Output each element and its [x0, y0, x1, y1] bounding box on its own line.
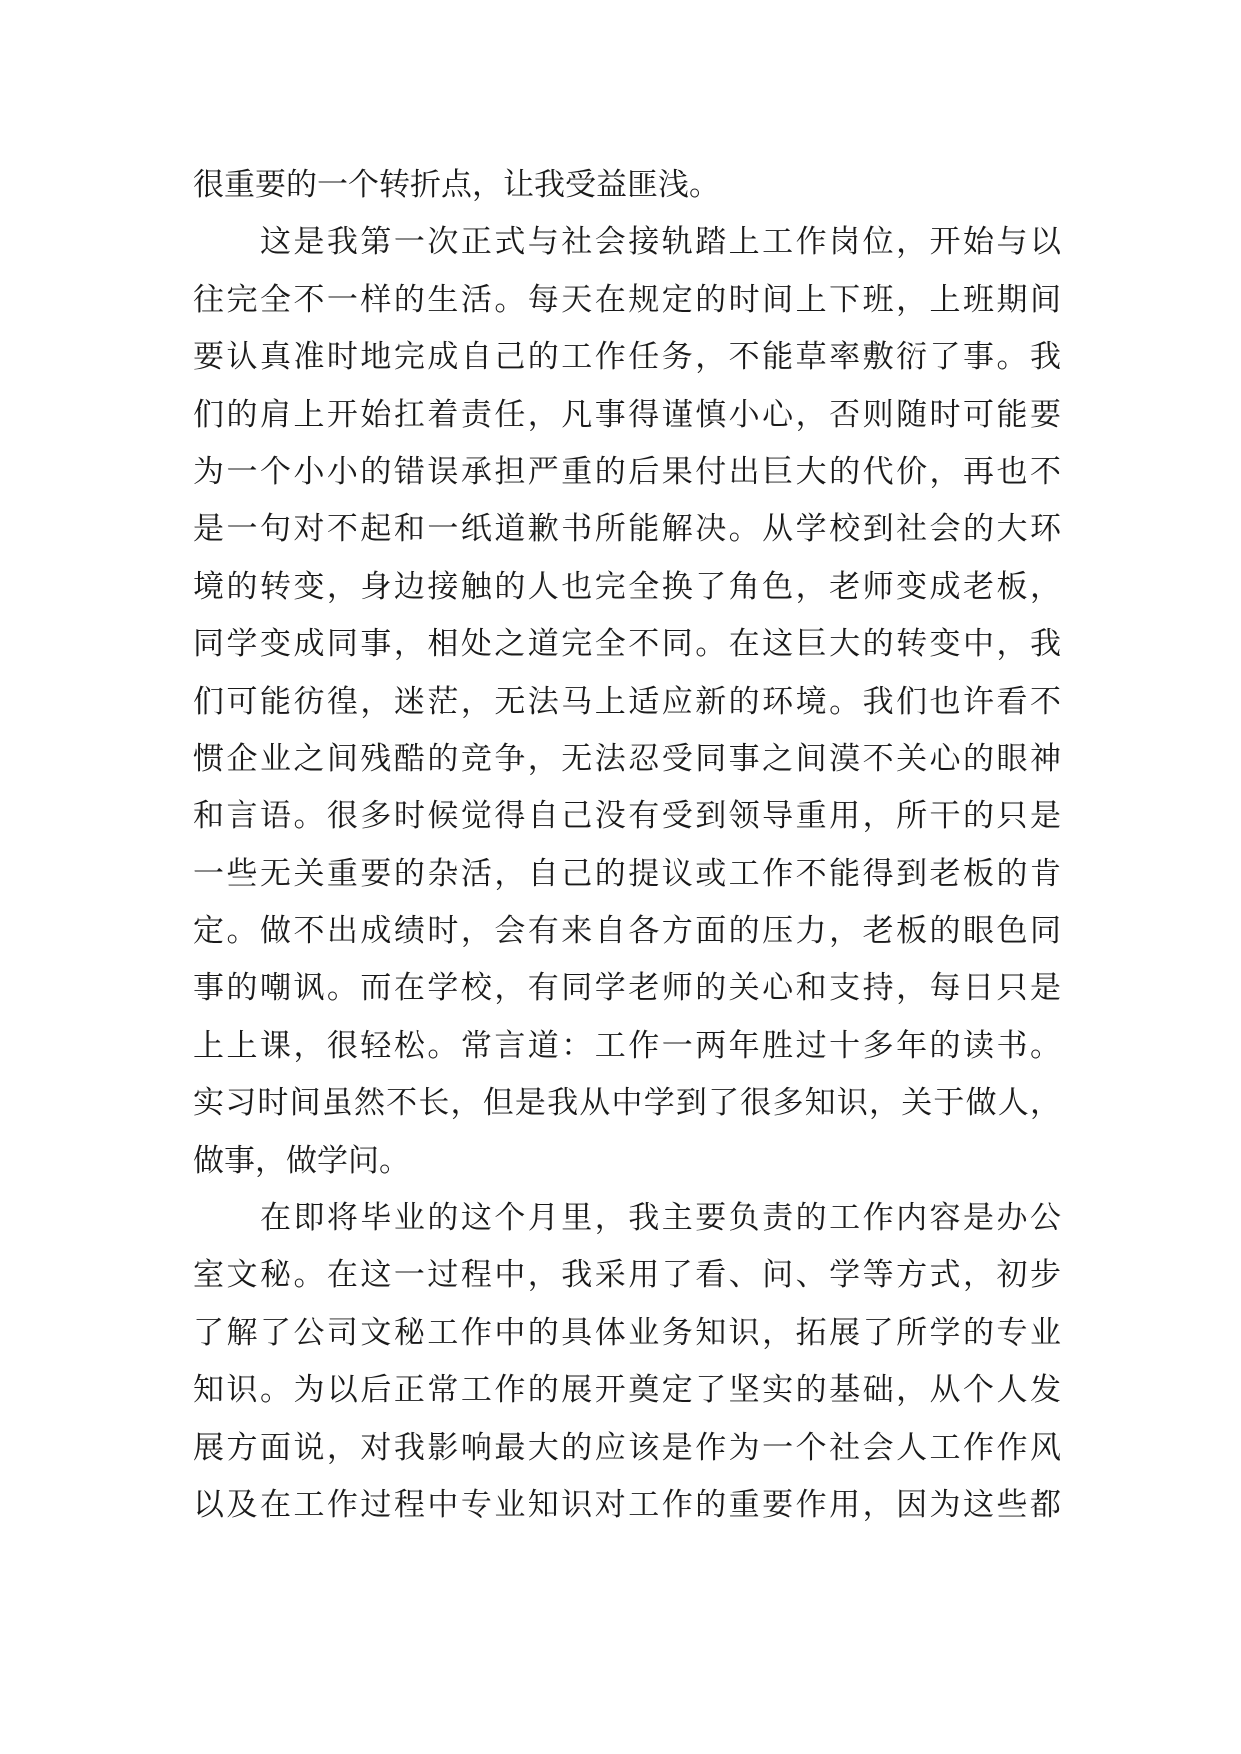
text-line: 很重要的一个转折点，让我受益匪浅。 — [193, 167, 720, 203]
text-line: 惯企业之间残酷的竞争，无法忍受同事之间漠不关心的眼神 — [193, 740, 1061, 777]
text-line: 这是我第一次正式与社会接轨踏上工作岗位，开始与以 — [193, 224, 1061, 261]
text-line: 是一句对不起和一纸道歉书所能解决。从学校到社会的大环 — [193, 511, 1061, 548]
text-line: 同学变成同事，相处之道完全不同。在这巨大的转变中，我 — [193, 626, 1061, 663]
text-line: 一些无关重要的杂活，自己的提议或工作不能得到老板的肯 — [193, 855, 1061, 892]
text-line: 了解了公司文秘工作中的具体业务知识，拓展了所学的专业 — [193, 1314, 1061, 1351]
body-text — [193, 157, 1061, 1534]
text-line: 和言语。很多时候觉得自己没有受到领导重用，所干的只是 — [193, 798, 1061, 835]
text-line: 们可能彷徨，迷茫，无法马上适应新的环境。我们也许看不 — [193, 683, 1061, 720]
text-line: 为一个小小的错误承担严重的后果付出巨大的代价，再也不 — [193, 453, 1061, 490]
text-line: 要认真准时地完成自己的工作任务，不能草率敷衍了事。我 — [193, 339, 1061, 376]
text-line: 知识。为以后正常工作的展开奠定了坚实的基础，从个人发 — [193, 1372, 1061, 1409]
text-line: 上上课，很轻松。常言道：工作一两年胜过十多年的读书。 — [193, 1027, 1061, 1064]
text-line: 室文秘。在这一过程中，我采用了看、问、学等方式，初步 — [193, 1257, 1061, 1294]
text-line: 境的转变，身边接触的人也完全换了角色，老师变成老板， — [193, 568, 1061, 605]
text-line: 以及在工作过程中专业知识对工作的重要作用，因为这些都 — [193, 1486, 1061, 1523]
text-line: 实习时间虽然不长，但是我从中学到了很多知识，关于做人， — [193, 1085, 1061, 1122]
text-line: 往完全不一样的生活。每天在规定的时间上下班，上班期间 — [193, 281, 1061, 318]
text-line: 做事，做学问。 — [193, 1142, 410, 1179]
text-line: 们的肩上开始扛着责任，凡事得谨慎小心，否则随时可能要 — [193, 396, 1061, 433]
text-line: 事的嘲讽。而在学校，有同学老师的关心和支持，每日只是 — [193, 970, 1061, 1007]
text-line: 展方面说，对我影响最大的应该是作为一个社会人工作作风 — [193, 1429, 1061, 1466]
text-line: 在即将毕业的这个月里，我主要负责的工作内容是办公 — [193, 1200, 1061, 1237]
text-line: 定。做不出成绩时，会有来自各方面的压力，老板的眼色同 — [193, 913, 1061, 950]
